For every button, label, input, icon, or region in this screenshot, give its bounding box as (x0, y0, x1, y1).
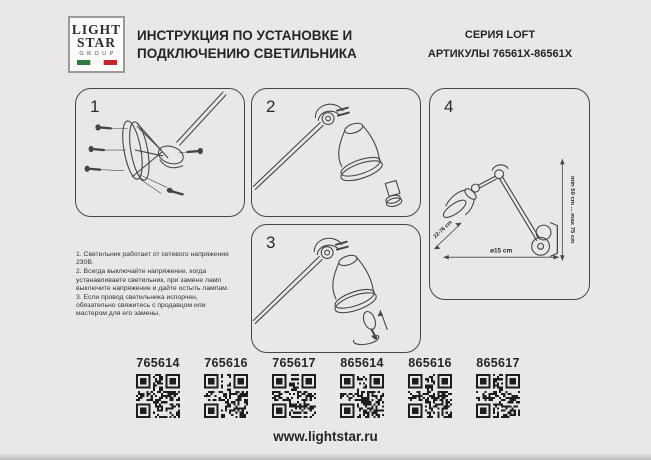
wall-mount-screws-diagram (76, 89, 244, 216)
height-dimension-label: min 50 cm ... max 75 cm (569, 176, 576, 244)
qr-code-icon (136, 374, 180, 418)
article-code: 765616 (204, 356, 248, 370)
article-code: 865616 (408, 356, 452, 370)
step-number: 2 (266, 97, 276, 116)
article-item (128, 356, 188, 418)
step-panel-2 (251, 88, 421, 217)
qr-code-icon (204, 374, 248, 418)
qr-code-icon (272, 374, 316, 418)
lightstar-logo (68, 16, 125, 73)
logo-text-light: LIGHT (71, 22, 122, 37)
articles-range-label: АРТИКУЛЫ 76561X-86561X (427, 48, 573, 60)
article-item (332, 356, 392, 418)
article-code: 865617 (476, 356, 520, 370)
arm-dimension-label: 22-76 cm (432, 219, 454, 240)
logo-text-group: GROUP (79, 51, 117, 57)
qr-code-icon (476, 374, 520, 418)
article-code: 765614 (136, 356, 180, 370)
article-item (196, 356, 256, 418)
article-list (128, 356, 528, 418)
article-item (468, 356, 528, 418)
bulb-installation-diagram (252, 225, 420, 352)
article-item (264, 356, 324, 418)
italian-flag-icon (77, 60, 117, 65)
page-title (137, 27, 407, 63)
step-number: 3 (266, 233, 276, 252)
step-panel-1 (75, 88, 245, 217)
note-line: 1. Светильник работает от сетевого напряжения 230В. (76, 251, 229, 267)
series-block (415, 29, 585, 60)
shade-assembly-diagram (252, 89, 420, 216)
article-code: 765617 (272, 356, 316, 370)
page-title-line2: ПОДКЛЮЧЕНИЮ СВЕТИЛЬНИКА (137, 46, 357, 61)
diameter-dimension-label: ø15 cm (490, 247, 513, 255)
logo-text-star: STAR (76, 34, 116, 50)
dimensions-diagram (430, 89, 589, 299)
step-panel-4 (429, 88, 590, 300)
qr-code-icon (408, 374, 452, 418)
step-panel-3 (251, 224, 421, 353)
series-label: СЕРИЯ LOFT (464, 29, 536, 41)
website-url: www.lightstar.ru (273, 429, 378, 444)
step-number: 4 (444, 97, 454, 116)
page-title-line1: ИНСТРУКЦИЯ ПО УСТАНОВКЕ И (137, 28, 353, 43)
article-code: 865614 (340, 356, 384, 370)
note-line: 2. Всегда выключайте напряжение, когда устанавливаете светильник, при замене ламп выключите напряжение и дайте остыть лампам. (76, 268, 229, 292)
article-item (400, 356, 460, 418)
qr-code-icon (340, 374, 384, 418)
note-line: 3. Если провод светильника испорчен, обязательно свяжитесь с продавцом или мастером для его замены. (76, 294, 206, 318)
safety-notes (76, 251, 236, 320)
step-number: 1 (90, 97, 100, 116)
